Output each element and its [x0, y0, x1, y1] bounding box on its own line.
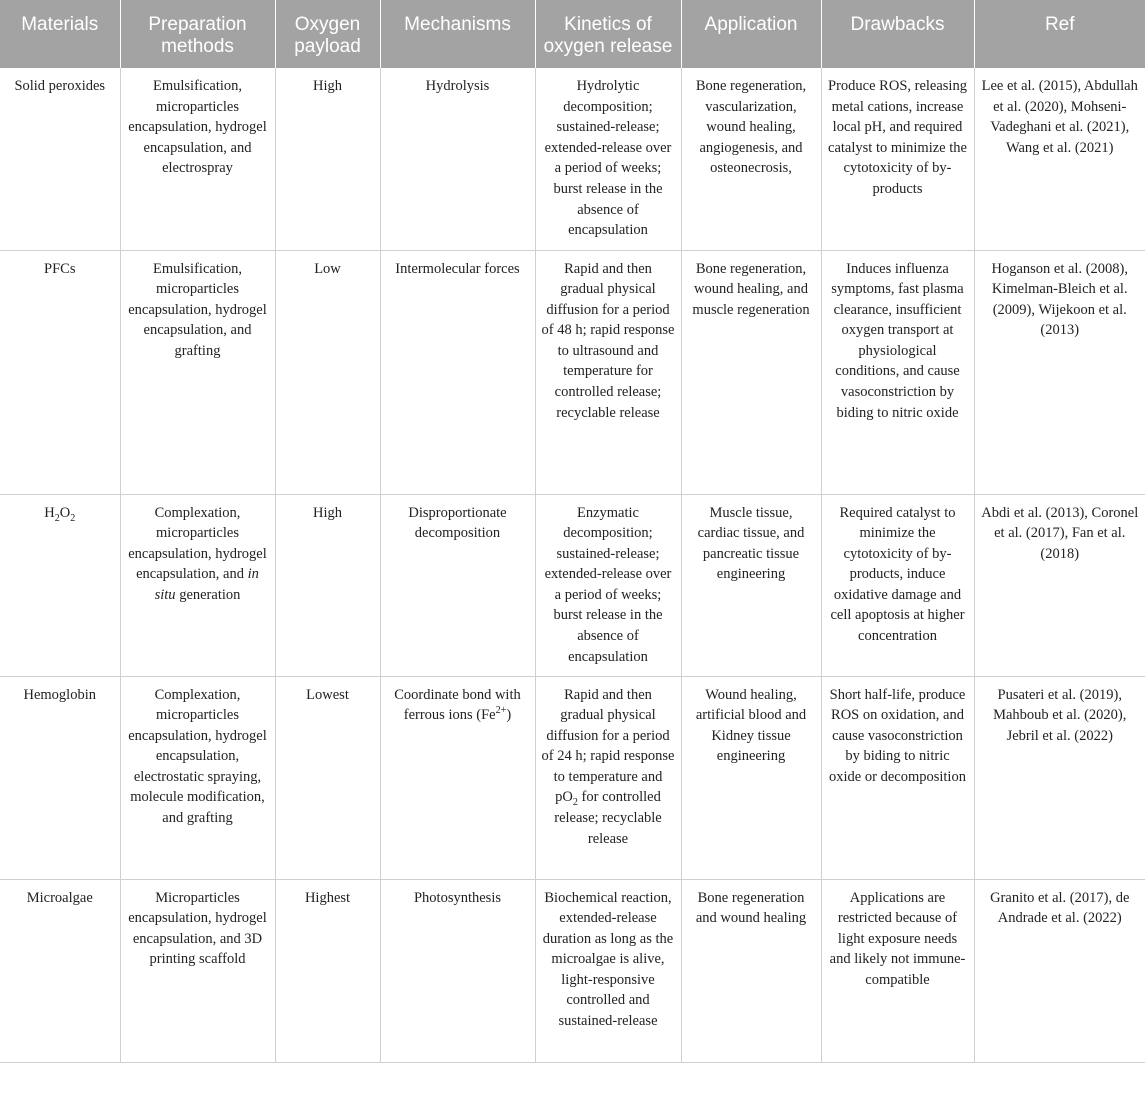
cell-preparation: Microparticles encapsulation, hydrogel encapsulation, and 3D printing scaffold	[120, 879, 275, 1062]
cell-kinetics	[535, 676, 681, 879]
cell-material	[0, 494, 120, 676]
formula-h: H	[44, 504, 55, 521]
cell-drawbacks: Produce ROS, releasing metal cations, increase local pH, and required catalyst to minimize the cytotoxicity of by-products	[821, 68, 974, 250]
table-row	[0, 68, 1145, 250]
cell-material: PFCs	[0, 250, 120, 494]
cell-payload: Low	[275, 250, 380, 494]
table-row	[0, 250, 1145, 494]
cell-application: Wound healing, artificial blood and Kidney tissue engineering	[681, 676, 821, 879]
cell-payload: Highest	[275, 879, 380, 1062]
cell-kinetics: Biochemical reaction, extended-release duration as long as the microalgae is alive, light-responsive controlled and sustained-release	[535, 879, 681, 1062]
cell-ref: Pusateri et al. (2019), Mahboub et al. (2020), Jebril et al. (2022)	[974, 676, 1145, 879]
cell-mechanism: Hydrolysis	[380, 68, 535, 250]
cell-payload: Lowest	[275, 676, 380, 879]
header-preparation-methods: Preparation methods	[120, 0, 275, 68]
table-body	[0, 68, 1145, 1062]
header-row	[0, 0, 1145, 68]
formula-sub: 2	[572, 797, 578, 809]
cell-mechanism: Photosynthesis	[380, 879, 535, 1062]
cell-application: Bone regeneration and wound healing	[681, 879, 821, 1062]
cell-kinetics: Enzymatic decomposition; sustained-release; extended-release over a period of weeks; burst release in the absence of encapsulation	[535, 494, 681, 676]
cell-kinetics: Hydrolytic decomposition; sustained-release; extended-release over a period of weeks; burst release in the absence of encapsulation	[535, 68, 681, 250]
cell-drawbacks: Induces influenza symptoms, fast plasma clearance, insufficient oxygen transport at physiological conditions, and cause vasoconstriction by biding to nitric oxide	[821, 250, 974, 494]
header-materials: Materials	[0, 0, 120, 68]
header-application: Application	[681, 0, 821, 68]
cell-payload: High	[275, 68, 380, 250]
text-segment: )	[506, 707, 512, 724]
table-row	[0, 676, 1145, 879]
cell-ref: Hoganson et al. (2008), Kimelman-Bleich et al. (2009), Wijekoon et al. (2013)	[974, 250, 1145, 494]
cell-application: Bone regeneration, vascularization, wound healing, angiogenesis, and osteonecrosis,	[681, 68, 821, 250]
cell-ref: Granito et al. (2017), de Andrade et al. (2022)	[974, 879, 1145, 1062]
cell-mechanism: Disproportionate decomposition	[380, 494, 535, 676]
cell-preparation: Emulsification, microparticles encapsulation, hydrogel encapsulation, and electrospray	[120, 68, 275, 250]
cell-application: Bone regeneration, wound healing, and muscle regeneration	[681, 250, 821, 494]
cell-preparation	[120, 494, 275, 676]
cell-material: Hemoglobin	[0, 676, 120, 879]
italic-in-situ: in situ	[154, 566, 259, 603]
table-row	[0, 494, 1145, 676]
cell-drawbacks: Applications are restricted because of light exposure needs and likely not immune-compatible	[821, 879, 974, 1062]
header-mechanisms: Mechanisms	[380, 0, 535, 68]
formula-o: O	[59, 504, 71, 521]
header-drawbacks: Drawbacks	[821, 0, 974, 68]
cell-mechanism: Intermolecular forces	[380, 250, 535, 494]
cell-material: Microalgae	[0, 879, 120, 1062]
text-segment: Complexation, microparticles encapsulation, hydrogel encapsulation, and	[128, 504, 267, 583]
cell-payload: High	[275, 494, 380, 676]
cell-ref: Abdi et al. (2013), Coronel et al. (2017), Fan et al. (2018)	[974, 494, 1145, 676]
cell-drawbacks: Short half-life, produce ROS on oxidation, and cause vasoconstriction by biding to nitric oxide or decomposition	[821, 676, 974, 879]
table-row	[0, 879, 1145, 1062]
cell-material: Solid peroxides	[0, 68, 120, 250]
cell-kinetics: Rapid and then gradual physical diffusion for a period of 48 h; rapid response to ultrasound and temperature for controlled release; recyclable release	[535, 250, 681, 494]
text-segment: generation	[175, 586, 241, 603]
header-oxygen-payload: Oxygen payload	[275, 0, 380, 68]
text-segment: Coordinate bond with ferrous ions (Fe	[394, 686, 521, 724]
text-segment: for controlled release; recyclable release	[554, 789, 662, 847]
cell-ref: Lee et al. (2015), Abdullah et al. (2020), Mohseni-Vadeghani et al. (2021), Wang et al. (2021)	[974, 68, 1145, 250]
cell-application: Muscle tissue, cardiac tissue, and pancreatic tissue engineering	[681, 494, 821, 676]
table-header	[0, 0, 1145, 68]
header-ref: Ref	[974, 0, 1145, 68]
cell-drawbacks: Required catalyst to minimize the cytotoxicity of by-products, induce oxidative damage and cell apoptosis at higher concentration	[821, 494, 974, 676]
formula-sub: 2	[70, 512, 76, 524]
header-kinetics: Kinetics of oxygen release	[535, 0, 681, 68]
cell-preparation: Emulsification, microparticles encapsulation, hydrogel encapsulation, and grafting	[120, 250, 275, 494]
charge-sup: 2+	[495, 705, 507, 717]
formula-sub: 2	[54, 512, 60, 524]
cell-preparation: Complexation, microparticles encapsulation, hydrogel encapsulation, electrostatic spraying, molecule modification, and grafting	[120, 676, 275, 879]
cell-mechanism	[380, 676, 535, 879]
text-segment: Rapid and then gradual physical diffusion for a period of 24 h; rapid response to temperature and pO	[541, 686, 675, 806]
